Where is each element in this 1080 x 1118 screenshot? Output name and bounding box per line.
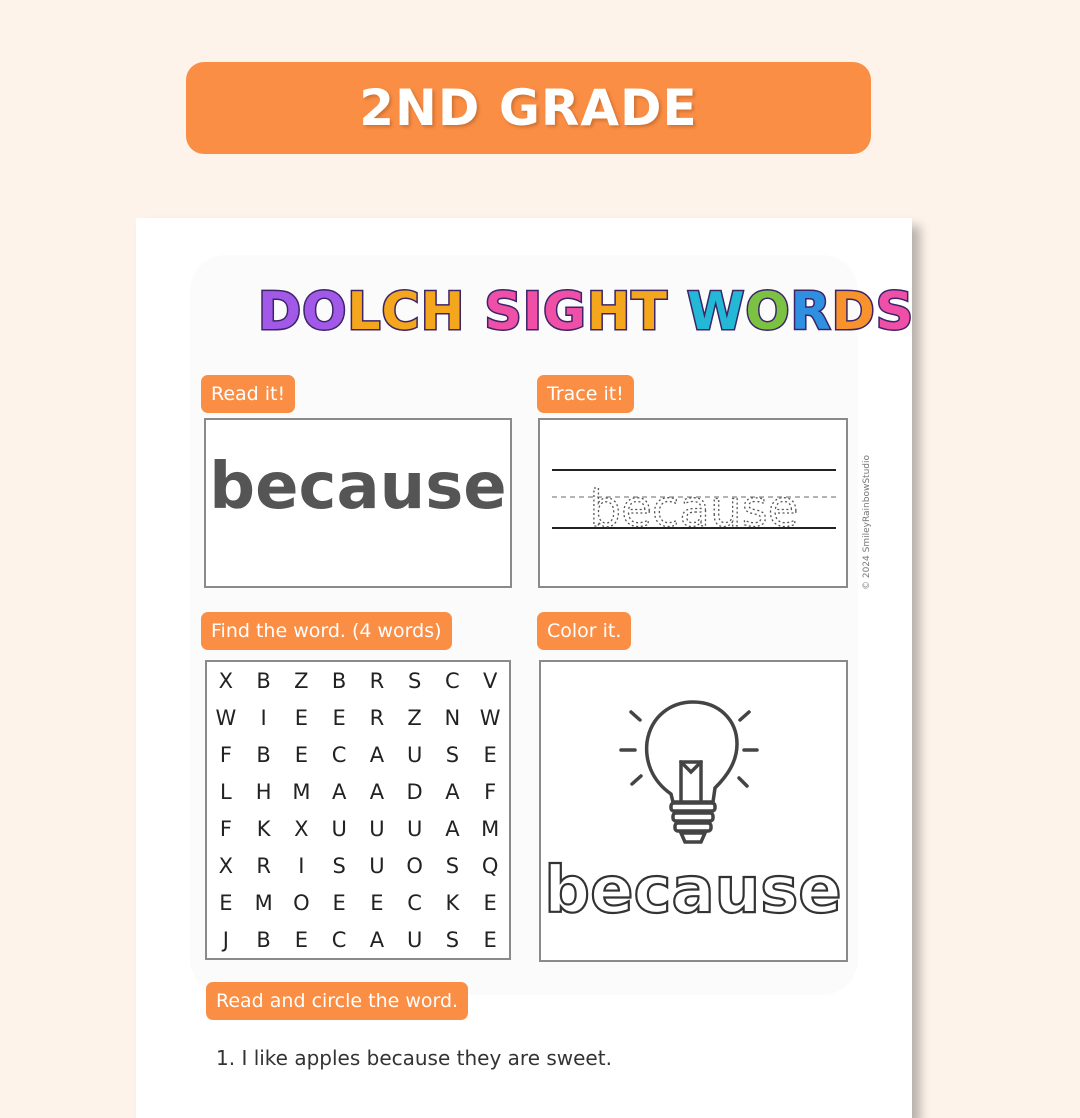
grid-cell[interactable]: F — [219, 816, 232, 841]
grid-cell[interactable]: A — [445, 779, 460, 804]
grid-cell[interactable]: W — [479, 705, 501, 730]
grid-cell[interactable]: E — [483, 742, 497, 767]
grid-cell[interactable]: C — [407, 890, 422, 915]
grid-cell[interactable]: U — [331, 816, 347, 841]
read-it-box — [204, 418, 512, 588]
title-letter: S — [875, 282, 915, 342]
grid-cell[interactable]: U — [369, 853, 385, 878]
grid-cell[interactable]: S — [445, 742, 460, 767]
grid-cell[interactable]: U — [406, 927, 423, 952]
grid-cell[interactable]: F — [219, 742, 232, 767]
trace-it-label: Trace it! — [537, 375, 634, 413]
title-letter: L — [347, 282, 382, 342]
read-circle-label: Read and circle the word. — [206, 982, 468, 1020]
grid-cell[interactable]: M — [254, 890, 273, 915]
grid-cell[interactable]: C — [331, 742, 347, 767]
title-letter: T — [631, 282, 668, 342]
grid-cell[interactable]: S — [445, 853, 460, 878]
color-it-word: because — [544, 854, 842, 928]
grid-cell[interactable]: U — [406, 816, 423, 841]
grid-cell[interactable]: E — [370, 890, 384, 915]
grid-cell[interactable]: E — [294, 742, 309, 767]
grid-cell[interactable]: M — [481, 816, 500, 841]
grid-cell[interactable]: A — [445, 816, 460, 841]
grid-cell[interactable]: O — [293, 890, 310, 915]
grid-cell[interactable]: A — [369, 779, 385, 804]
grid-cell[interactable]: E — [294, 705, 309, 730]
title-letter: D — [831, 282, 876, 342]
grid-cell[interactable]: U — [406, 742, 423, 767]
title-letter: O — [745, 282, 791, 342]
grid-cell[interactable]: N — [444, 705, 461, 730]
title-letter — [668, 282, 687, 342]
grid-cell[interactable]: M — [292, 779, 311, 804]
grid-cell[interactable]: B — [256, 927, 271, 952]
worksheet-title — [258, 282, 915, 352]
grid-cell[interactable]: L — [220, 779, 232, 804]
grid-cell[interactable]: K — [445, 890, 460, 915]
grid-cell[interactable]: Q — [481, 853, 499, 878]
grid-cell[interactable]: A — [369, 742, 385, 767]
sentence-1: 1. I like apples because they are sweet. — [216, 1046, 612, 1070]
read-it-label: Read it! — [201, 375, 295, 413]
trace-lines — [540, 420, 846, 586]
trace-it-box — [538, 418, 848, 588]
color-it-box — [539, 660, 848, 962]
trace-it-word: because — [589, 480, 799, 538]
grid-cell[interactable]: Z — [407, 705, 422, 730]
title-letter: H — [420, 282, 466, 342]
grid-cell[interactable]: A — [331, 779, 347, 804]
grid-cell[interactable]: W — [215, 705, 237, 730]
grid-cell[interactable]: B — [331, 668, 347, 693]
grid-cell[interactable]: S — [445, 927, 460, 952]
grade-banner-text: 2ND GRADE — [359, 79, 698, 137]
grid-cell[interactable]: C — [445, 668, 460, 693]
title-letter: G — [543, 282, 587, 342]
grid-cell[interactable]: K — [256, 816, 271, 841]
grid-cell[interactable]: R — [256, 853, 271, 878]
grid-cell[interactable]: X — [294, 816, 309, 841]
title-letter: O — [302, 282, 348, 342]
title-letter: I — [522, 282, 544, 342]
read-it-word: because — [209, 450, 507, 524]
find-word-label: Find the word. (4 words) — [201, 612, 452, 650]
grid-cell[interactable]: E — [483, 927, 497, 952]
title-letter — [465, 282, 484, 342]
grid-cell[interactable]: S — [407, 668, 422, 693]
title-letter: C — [381, 282, 421, 342]
title-letter: D — [258, 282, 303, 342]
color-it-label: Color it. — [537, 612, 631, 650]
grid-cell[interactable]: B — [256, 742, 271, 767]
grid-cell[interactable]: Z — [294, 668, 309, 693]
grid-cell[interactable]: F — [484, 779, 497, 804]
word-search-grid — [205, 660, 511, 960]
title-letter: R — [790, 282, 832, 342]
title-letter: S — [484, 282, 523, 342]
grid-cell[interactable]: R — [369, 705, 385, 730]
grid-cell[interactable]: O — [406, 853, 423, 878]
grid-cell[interactable]: E — [332, 705, 346, 730]
grid-cell[interactable]: H — [255, 779, 272, 804]
grid-cell[interactable]: J — [222, 927, 229, 952]
grid-cell[interactable]: A — [369, 927, 385, 952]
grid-cell[interactable]: I — [298, 853, 305, 878]
grid-cell[interactable]: X — [218, 853, 234, 878]
title-letter: W — [686, 282, 746, 342]
grid-cell[interactable]: E — [219, 890, 233, 915]
title-letter: H — [586, 282, 632, 342]
lightbulb-icon — [541, 662, 846, 960]
grid-cell[interactable]: D — [406, 779, 423, 804]
grade-banner — [186, 62, 871, 154]
grid-cell[interactable]: C — [331, 927, 347, 952]
grid-cell[interactable]: R — [369, 668, 385, 693]
copyright-notice: © 2024 SmileyRainbowStudio — [862, 455, 872, 590]
grid-cell[interactable]: I — [260, 705, 267, 730]
grid-cell[interactable]: B — [256, 668, 271, 693]
grid-cell[interactable]: E — [332, 890, 346, 915]
grid-cell[interactable]: E — [294, 927, 309, 952]
grid-cell[interactable]: V — [482, 668, 498, 693]
grid-cell[interactable]: S — [332, 853, 346, 878]
grid-cell[interactable]: E — [483, 890, 497, 915]
grid-cell[interactable]: X — [218, 668, 234, 693]
grid-cell[interactable]: U — [369, 816, 385, 841]
